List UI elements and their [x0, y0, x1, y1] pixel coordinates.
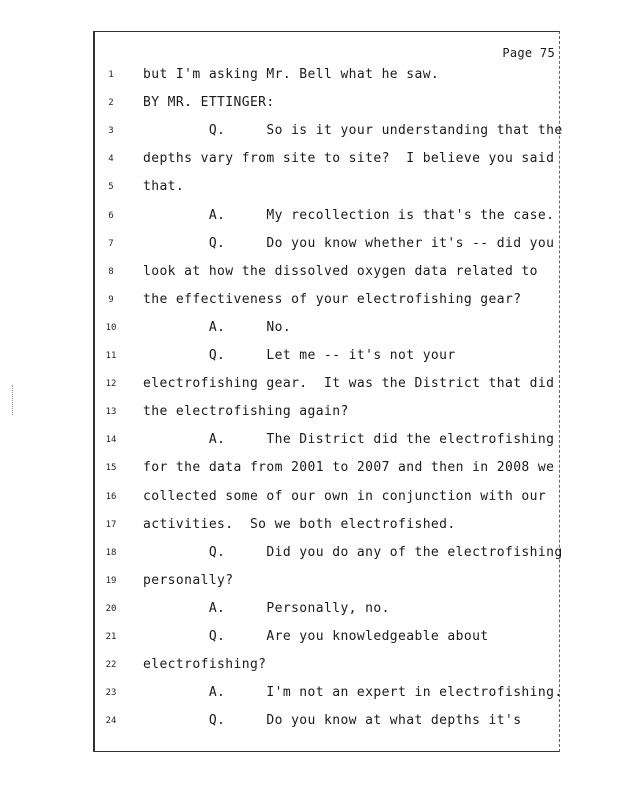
line-number: 22: [105, 660, 117, 671]
transcript-line: that.: [143, 179, 185, 195]
transcript-line: the electrofishing again?: [143, 404, 349, 420]
line-number: 16: [105, 491, 117, 502]
transcript-line: Q. Did you do any of the electrofishing: [143, 544, 563, 560]
line-number: 3: [108, 126, 114, 137]
transcript-line: collected some of our own in conjunction with our: [143, 488, 547, 504]
line-number: 1: [108, 70, 114, 80]
transcript-line: A. No.: [143, 319, 292, 335]
transcript-line: but I'm asking Mr. Bell what he saw.: [143, 67, 440, 82]
transcript-line: depths vary from site to site? I believe you said: [143, 151, 555, 167]
line-number: 19: [105, 575, 117, 586]
transcript-line: A. The District did the electrofishing: [143, 432, 555, 448]
transcript-line: look at how the dissolved oxygen data related to: [143, 263, 538, 279]
transcript-line: electrofishing?: [143, 657, 267, 673]
line-number: 5: [108, 182, 114, 193]
line-number: 8: [108, 266, 114, 277]
transcript-line: A. I'm not an expert in electrofishing.: [143, 685, 563, 701]
line-number: 13: [105, 407, 117, 418]
transcript-line: activities. So we both electrofished.: [143, 516, 456, 532]
transcript-line: Q. Are you knowledgeable about: [143, 629, 489, 644]
transcript-line: A. My recollection is that's the case.: [143, 207, 555, 223]
line-number: 6: [108, 210, 114, 221]
transcript-line: A. Personally, no.: [143, 600, 390, 616]
line-number: 18: [105, 547, 117, 558]
transcript-line: personally?: [143, 572, 234, 588]
transcript-line: Q. Let me -- it's not your: [143, 348, 456, 363]
line-number: 7: [108, 238, 114, 249]
line-number: 11: [105, 351, 117, 361]
line-number: 2: [108, 98, 114, 109]
line-number: 4: [108, 154, 114, 165]
transcript-line: electrofishing gear. It was the District that did: [143, 376, 555, 392]
transcript-line: Q. Do you know whether it's -- did you: [143, 235, 555, 251]
transcript-line: Q. So is it your understanding that the: [143, 123, 563, 139]
page-number: Page 75: [502, 46, 555, 60]
line-number: 14: [105, 435, 117, 446]
line-number: 9: [108, 294, 114, 305]
scan-smudge: [12, 385, 23, 415]
line-number: 15: [105, 463, 117, 474]
transcript-line: for the data from 2001 to 2007 and then in 2008 we: [143, 460, 555, 476]
line-number: 10: [105, 322, 117, 333]
transcript-line: BY MR. ETTINGER:: [143, 95, 275, 111]
line-number: 24: [105, 716, 117, 727]
line-number: 12: [105, 379, 117, 390]
transcript-line: Q. Do you know at what depths it's: [143, 713, 522, 729]
line-number: 21: [105, 632, 117, 642]
line-number: 20: [105, 603, 117, 614]
transcript-line: the effectiveness of your electrofishing gear?: [143, 291, 522, 307]
line-number: 23: [105, 688, 117, 699]
line-number: 17: [105, 519, 117, 530]
